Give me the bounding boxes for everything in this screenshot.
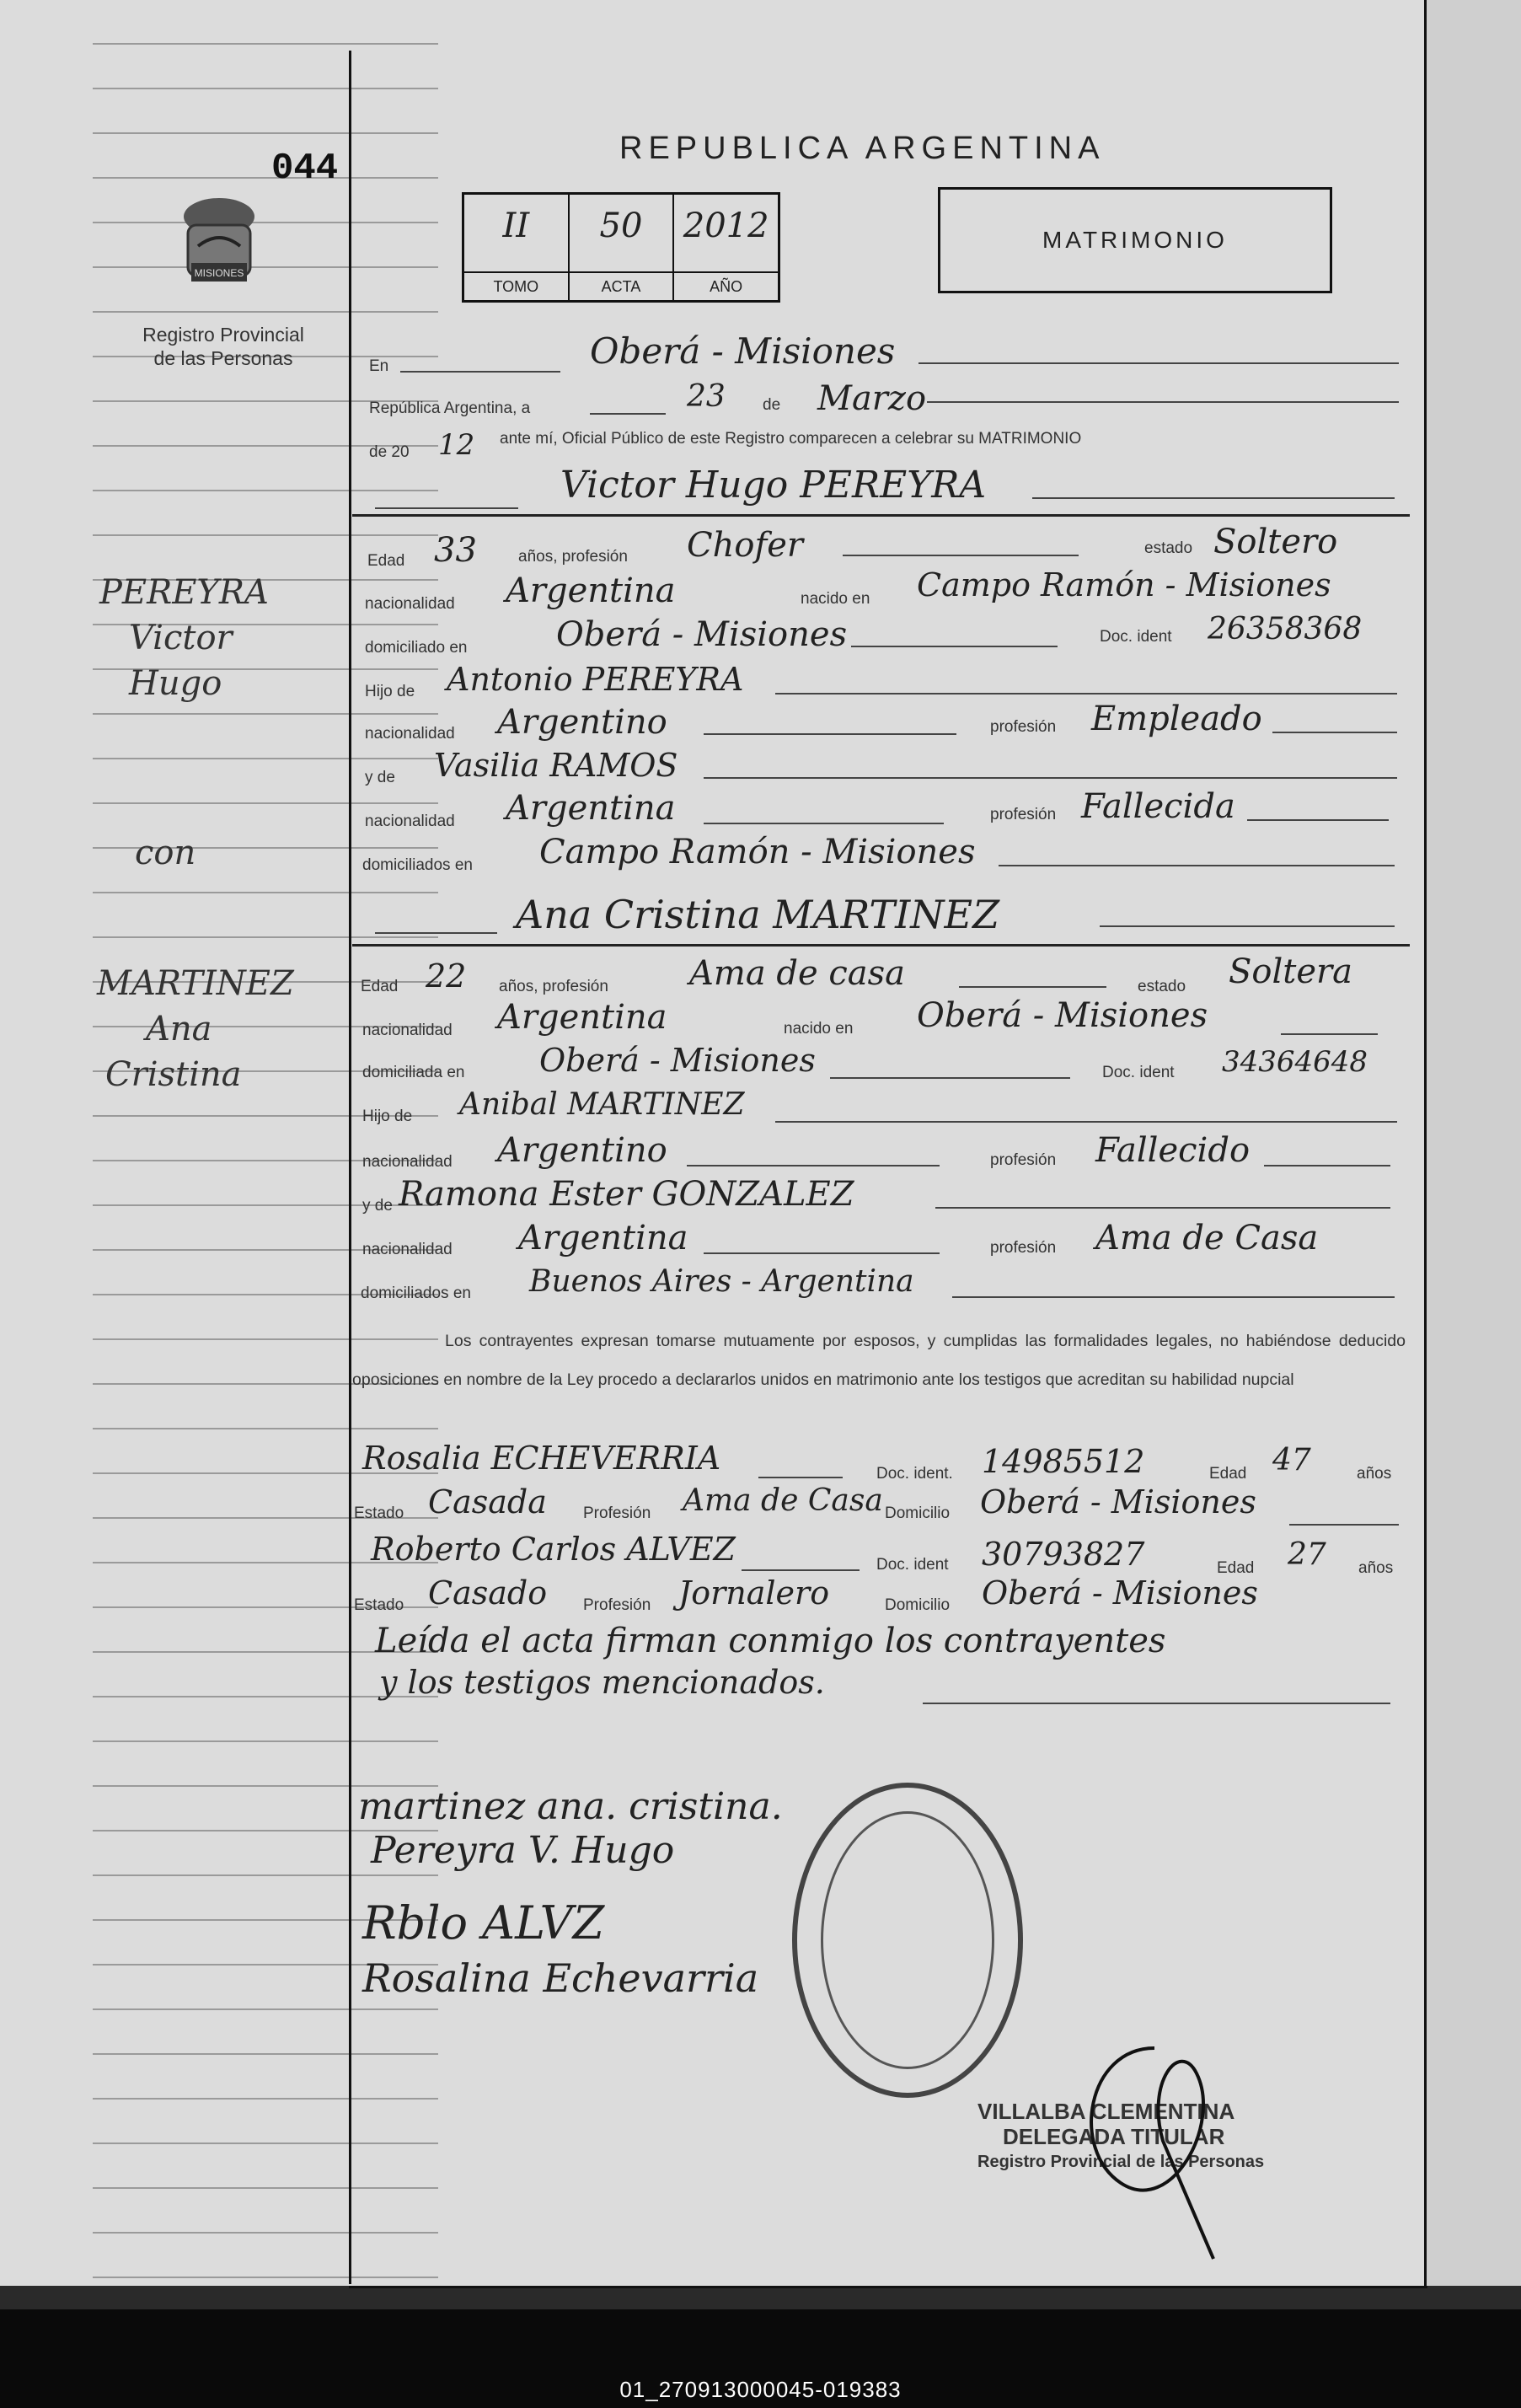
groom-parents-domicile: Campo Ramón - Misiones <box>539 833 976 871</box>
bride-parents-domicile: Buenos Aires - Argentina <box>529 1264 914 1299</box>
witness2-name: Roberto Carlos ALVEZ <box>371 1531 736 1568</box>
margin-con: con <box>135 834 196 872</box>
bride-father-nationality: Argentino <box>497 1131 667 1170</box>
bride-nacionalidad-label: nacionalidad <box>362 1022 453 1039</box>
groom-birthplace: Campo Ramón - Misiones <box>917 566 1331 603</box>
republica-label: República Argentina, a <box>369 400 531 417</box>
witness2-signature: Rblo ALVZ <box>362 1896 605 1949</box>
country-title: REPUBLICA ARGENTINA <box>619 131 1106 166</box>
bride-doc: 34364648 <box>1222 1045 1368 1079</box>
groom-father-nationality: Argentino <box>497 703 667 742</box>
margin-groom-second: Hugo <box>129 664 222 703</box>
bride-status: Soltera <box>1229 952 1352 991</box>
rule <box>704 777 1397 779</box>
margin-groom-first: Victor <box>129 619 233 657</box>
margin-bride-surname: MARTINEZ <box>97 964 294 1003</box>
witness2-doc-label: Doc. ident <box>876 1556 949 1574</box>
act-type-box: MATRIMONIO <box>938 187 1332 293</box>
rule <box>918 362 1399 364</box>
registry-label <box>118 323 329 370</box>
anio-value: 2012 <box>683 206 769 245</box>
day-value: 23 <box>687 379 726 414</box>
witness1-signature: Rosalina Echevarria <box>362 1955 759 2001</box>
groom-doc: 26358368 <box>1208 612 1363 646</box>
acta-value: 50 <box>599 206 643 245</box>
groom-full-name: Victor Hugo PEREYRA <box>560 464 987 507</box>
witness1-doc: 14985512 <box>982 1443 1145 1480</box>
groom-domicilio-label: domiciliado en <box>365 639 468 657</box>
witness2-domicile: Oberá - Misiones <box>982 1574 1258 1612</box>
rule <box>375 507 518 509</box>
witness2-anios-label: años <box>1358 1559 1394 1577</box>
logo-label: MISIONES <box>194 267 244 279</box>
witness1-age: 47 <box>1272 1443 1311 1478</box>
witness1-edad-label: Edad <box>1209 1465 1247 1483</box>
groom-signature: Pereyra V. Hugo <box>371 1829 675 1872</box>
groom-mother-nationality: Argentina <box>506 789 676 828</box>
rule <box>830 1077 1070 1079</box>
bride-domicilio-label: domiciliada en <box>362 1064 465 1081</box>
misiones-coat-of-arms-icon <box>173 187 265 305</box>
margin-bride-name <box>97 961 294 1097</box>
rule <box>1272 732 1397 733</box>
bride-father-nat-label: nacionalidad <box>362 1153 453 1171</box>
rule <box>1281 1033 1378 1035</box>
margin-bride-second: Cristina <box>105 1055 242 1094</box>
page-edge <box>1424 0 1521 2286</box>
groom-nationality: Argentina <box>506 571 676 610</box>
witness2-status: Casado <box>428 1574 548 1612</box>
bride-father: Anibal MARTINEZ <box>459 1087 745 1122</box>
witness2-profession: Jornalero <box>678 1574 830 1612</box>
official-name: VILLALBA CLEMENTINA <box>977 2099 1235 2124</box>
witness1-domicile: Oberá - Misiones <box>980 1483 1256 1520</box>
bride-full-name: Ana Cristina MARTINEZ <box>516 892 1000 937</box>
groom-father-prof-label: profesión <box>990 718 1057 736</box>
groom-father-nat-label: nacionalidad <box>365 725 455 743</box>
rule <box>704 1252 940 1254</box>
bride-domicile: Oberá - Misiones <box>539 1042 816 1079</box>
official-seal-icon <box>792 1783 1023 2098</box>
closing-line2: y los testigos mencionados. <box>379 1664 825 1701</box>
rule <box>1247 819 1389 821</box>
rule <box>1289 1524 1399 1526</box>
rule <box>959 986 1106 988</box>
rule <box>704 733 956 735</box>
witness1-anios-label: años <box>1357 1465 1392 1483</box>
groom-yde-label: y de <box>365 769 395 786</box>
groom-nacido-label: nacido en <box>801 590 870 608</box>
tomo-value: II <box>502 206 530 245</box>
rule <box>704 823 944 824</box>
bride-birthplace: Oberá - Misiones <box>917 996 1208 1035</box>
bride-yde-label: y de <box>362 1197 393 1215</box>
place-value: Oberá - Misiones <box>590 330 896 372</box>
groom-mother-nat-label: nacionalidad <box>365 812 455 830</box>
groom-mother-profession: Fallecida <box>1081 787 1235 826</box>
margin-groom-surname: PEREYRA <box>99 573 269 612</box>
groom-mother: Vasilia RAMOS <box>434 747 678 784</box>
bride-signature: martinez ana. cristina. <box>358 1785 783 1828</box>
bride-estado-label: estado <box>1138 978 1186 995</box>
rule <box>775 693 1397 695</box>
tomo-cell <box>464 195 570 300</box>
de-label: de <box>763 396 781 414</box>
rule <box>687 1165 940 1166</box>
bride-mother: Ramona Ester GONZALEZ <box>399 1175 854 1214</box>
groom-parents-dom-label: domiciliados en <box>362 856 473 874</box>
witness1-prof-label: Profesión <box>583 1504 651 1522</box>
rule <box>952 1296 1395 1298</box>
groom-nacionalidad-label: nacionalidad <box>365 595 455 613</box>
bride-mother-nat-label: nacionalidad <box>362 1241 453 1258</box>
anio-label: AÑO <box>674 271 778 300</box>
witness2-doc: 30793827 <box>982 1536 1145 1573</box>
bride-father-prof-label: profesión <box>990 1151 1057 1169</box>
rule <box>923 1703 1390 1704</box>
groom-doc-label: Doc. ident <box>1100 628 1172 646</box>
groom-edad-label: Edad <box>367 552 405 570</box>
official-registry: Registro Provincial de las Personas <box>977 2153 1265 2171</box>
witness1-profession: Ama de Casa <box>683 1483 883 1518</box>
year-suffix: 12 <box>438 428 475 462</box>
rule <box>758 1477 843 1478</box>
rule <box>742 1569 860 1571</box>
tomo-label: TOMO <box>464 271 568 300</box>
bride-nacido-label: nacido en <box>784 1020 854 1038</box>
witness1-status: Casada <box>428 1483 547 1520</box>
rule <box>1032 497 1395 499</box>
bride-doc-label: Doc. ident <box>1102 1064 1175 1081</box>
groom-domicile: Oberá - Misiones <box>556 615 848 654</box>
opening-statement: ante mí, Oficial Público de este Registro comparecen a celebrar su MATRIMONIO <box>500 430 1082 448</box>
bride-hijo-label: Hijo de <box>362 1107 413 1125</box>
rule <box>590 413 666 415</box>
bride-profession: Ama de casa <box>689 954 905 993</box>
rule <box>775 1121 1397 1123</box>
year-prefix: de 20 <box>369 443 410 461</box>
witness2-estado-label: Estado <box>354 1596 404 1614</box>
groom-father-profession: Empleado <box>1091 700 1262 738</box>
scan-id: 01_270913000045-019383 <box>619 2377 902 2402</box>
bride-profesion-label: años, profesión <box>499 978 608 995</box>
groom-status: Soltero <box>1213 523 1338 561</box>
official-signature-icon <box>1053 2023 1239 2276</box>
bride-parents-dom-label: domiciliados en <box>361 1284 471 1302</box>
witness2-dom-label: Domicilio <box>885 1596 951 1614</box>
groom-estado-label: estado <box>1144 539 1193 557</box>
margin-divider <box>349 51 351 2284</box>
witness1-name: Rosalia ECHEVERRIA <box>362 1440 721 1477</box>
rule <box>927 401 1399 403</box>
registry-line2: de las Personas <box>153 347 293 369</box>
bride-edad-label: Edad <box>361 978 399 995</box>
groom-age: 33 <box>434 531 477 570</box>
witness1-estado-label: Estado <box>354 1504 404 1522</box>
bride-mother-profession: Ama de Casa <box>1095 1219 1319 1258</box>
rule <box>851 646 1058 647</box>
acta-label: ACTA <box>570 271 673 300</box>
witness1-dom-label: Domicilio <box>885 1504 951 1522</box>
official-title: DELEGADA TITULAR <box>1003 2124 1225 2149</box>
record-reference-table <box>462 192 780 303</box>
witness2-age: 27 <box>1288 1537 1326 1572</box>
acta-cell <box>570 195 675 300</box>
rule <box>935 1207 1390 1209</box>
groom-father: Antonio PEREYRA <box>447 661 744 698</box>
rule <box>375 932 497 934</box>
rule <box>1264 1165 1390 1166</box>
bride-nationality: Argentina <box>497 998 667 1037</box>
rule <box>999 865 1395 866</box>
closing-line1: Leída el acta firman conmigo los contrayentes <box>375 1622 1166 1660</box>
declaration-text: Los contrayentes expresan tomarse mutuamente por esposos, y cumplidas las formalidades legales, no habiéndose deducido oposiciones en nombre de la Ley procedo a declararlos unidos en matrimonio ante los testigos que acreditan su habilidad nupcial <box>352 1332 1406 1389</box>
witness2-prof-label: Profesión <box>583 1596 651 1614</box>
rule <box>843 555 1079 556</box>
groom-hijo-label: Hijo de <box>365 683 415 700</box>
section-rule <box>352 944 1410 947</box>
groom-mother-prof-label: profesión <box>990 806 1057 823</box>
registry-line1: Registro Provincial <box>142 324 304 346</box>
bride-age: 22 <box>426 957 467 995</box>
bride-mother-prof-label: profesión <box>990 1239 1057 1257</box>
bride-father-profession: Fallecido <box>1095 1131 1251 1170</box>
anio-cell <box>674 195 778 300</box>
en-label: En <box>369 357 389 375</box>
page-number: 044 <box>271 147 339 190</box>
witness1-doc-label: Doc. ident. <box>876 1465 953 1483</box>
section-rule <box>352 514 1410 517</box>
bride-mother-nationality: Argentina <box>518 1219 688 1258</box>
witness2-edad-label: Edad <box>1217 1559 1255 1577</box>
rule <box>1100 925 1395 927</box>
month-value: Marzo <box>817 379 927 418</box>
margin-bride-first: Ana <box>146 1010 212 1048</box>
rule <box>400 371 560 373</box>
groom-profesion-label: años, profesión <box>518 548 628 566</box>
bottom-rule <box>349 2286 1427 2288</box>
margin-groom-name <box>99 570 269 706</box>
groom-profession: Chofer <box>687 526 804 565</box>
